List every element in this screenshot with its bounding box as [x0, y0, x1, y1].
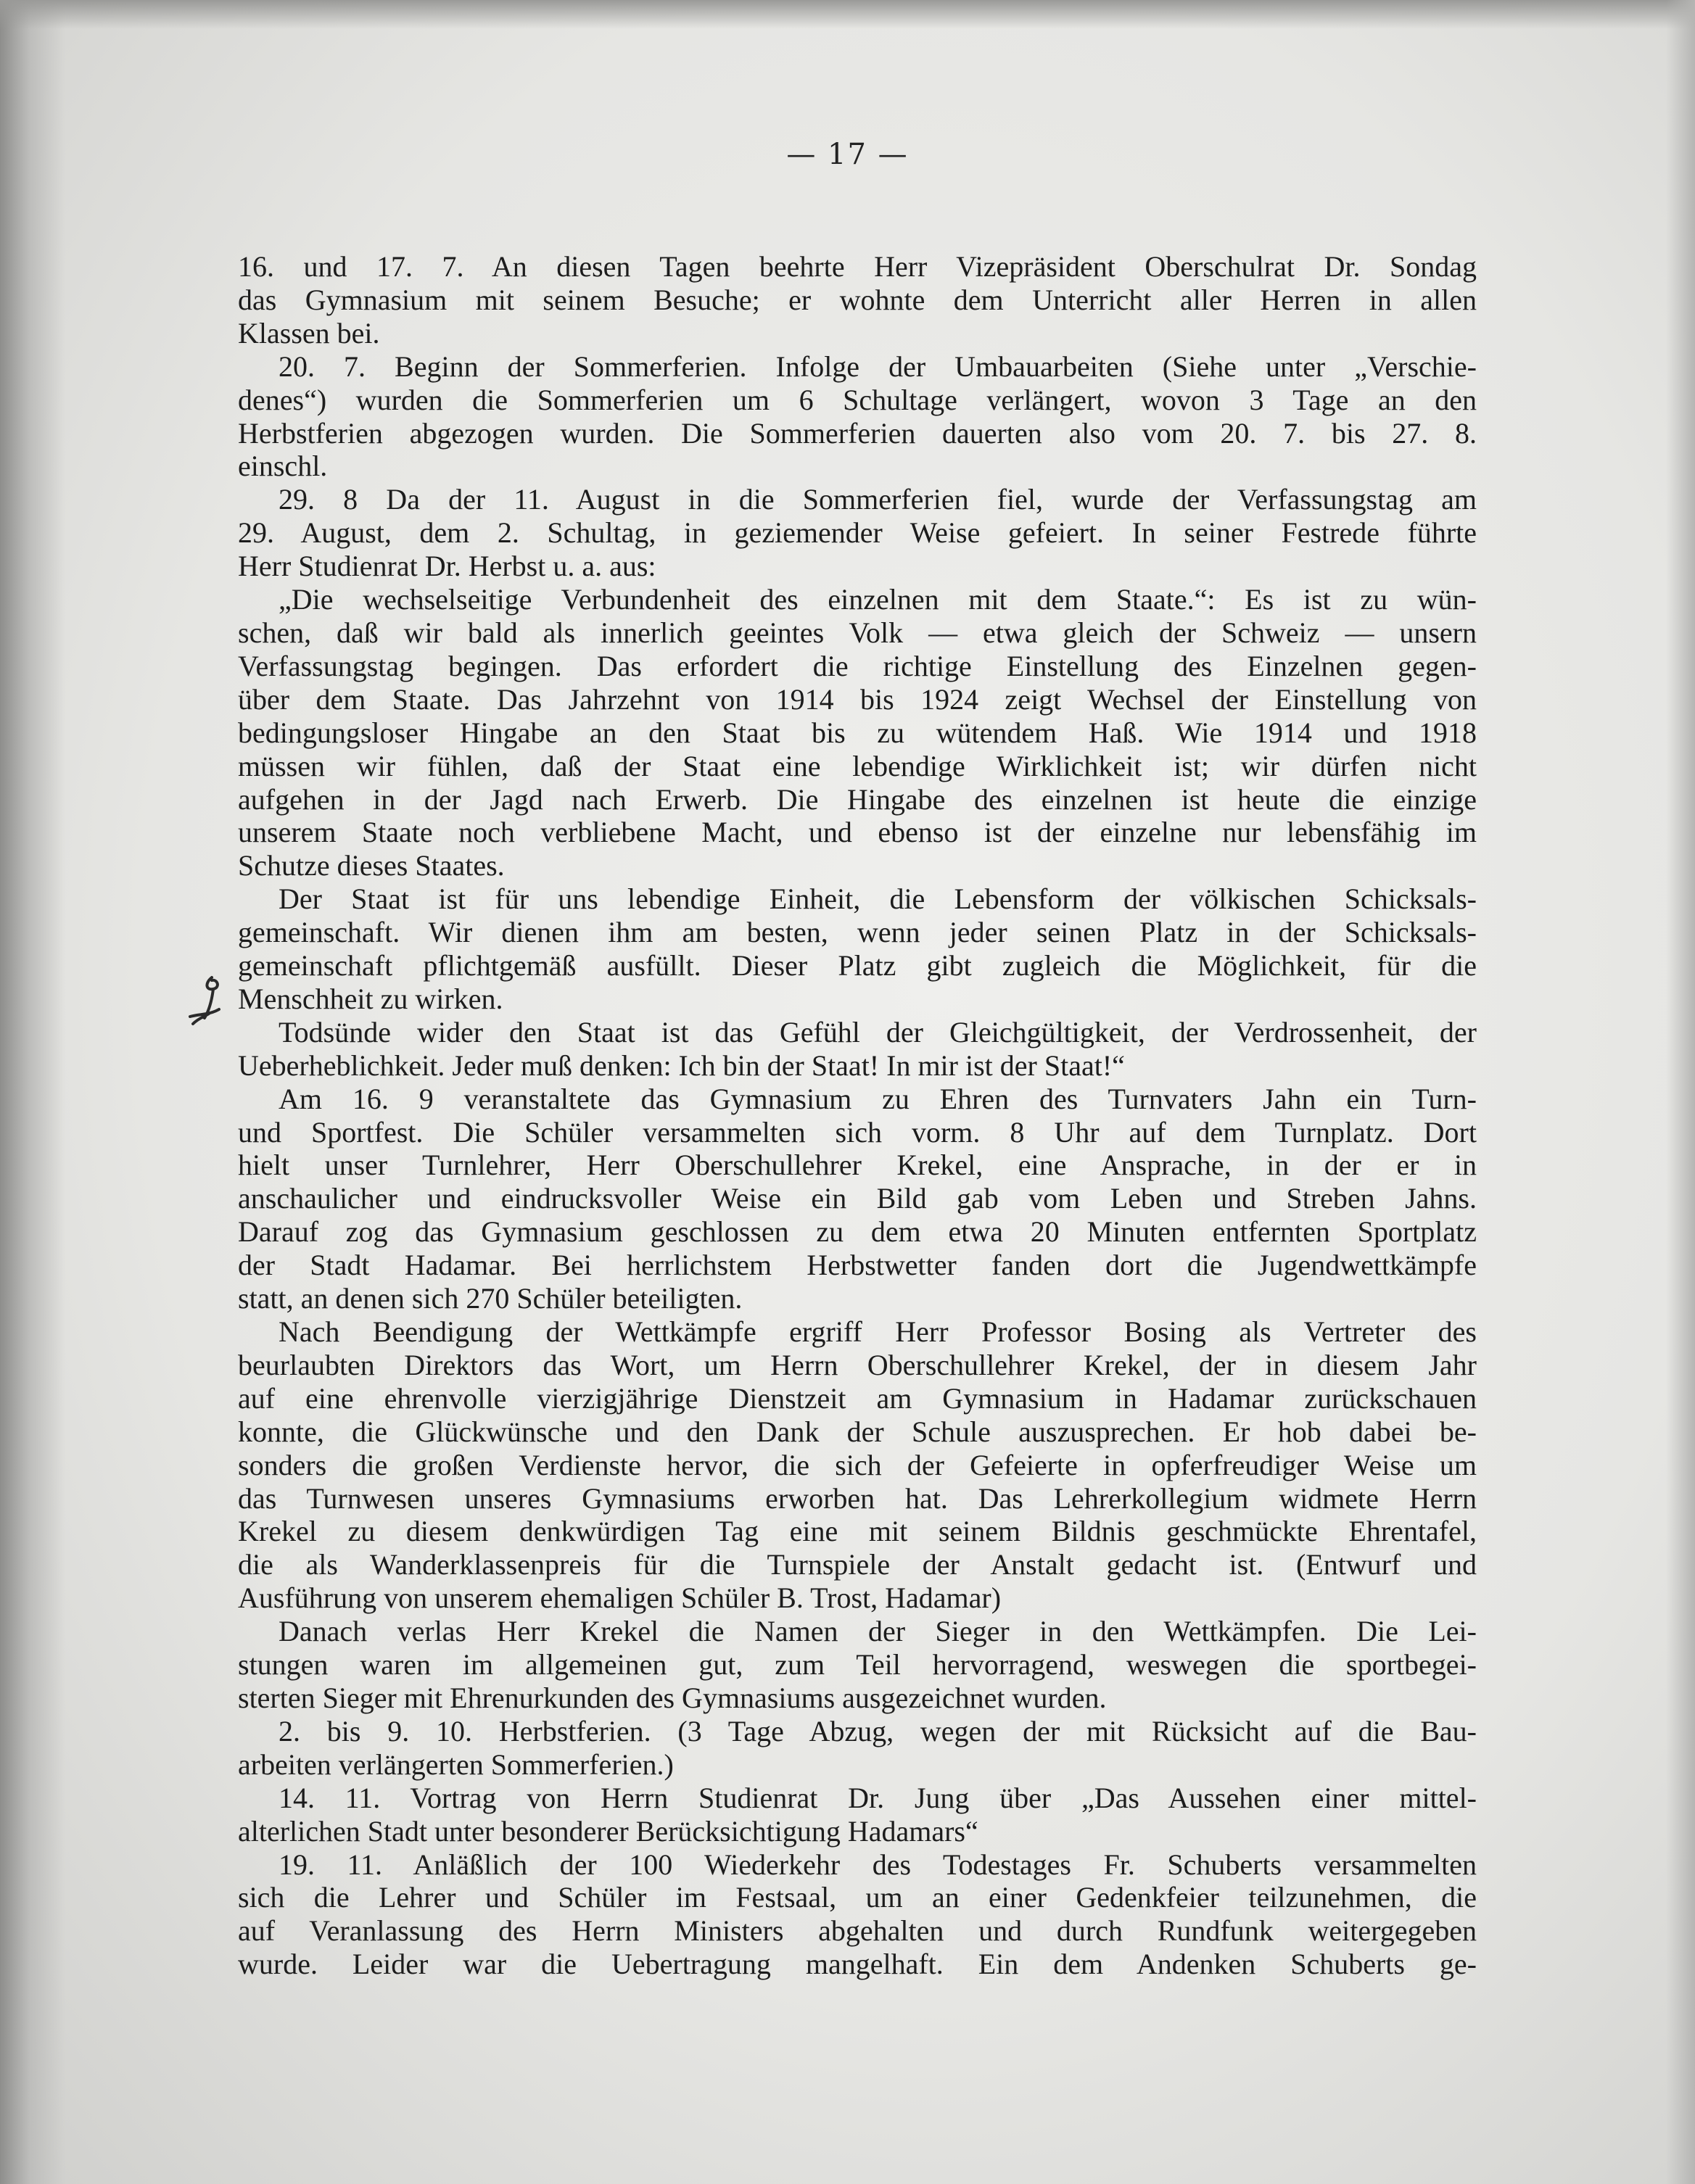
text-line: 16. und 17. 7. An diesen Tagen beehrte Herr Vizepräsident Oberschulrat Dr. Sondag — [238, 250, 1477, 283]
handwritten-correction-mark — [183, 973, 234, 1031]
text-line: 2. bis 9. 10. Herbstferien. (3 Tage Abzug, wegen der mit Rücksicht auf die Bau- — [279, 1714, 1477, 1747]
text-line: statt, an denen sich 270 Schüler beteiligten. — [238, 1282, 743, 1315]
text-line: Ueberheblichkeit. Jeder muß denken: Ich bin der Staat! In mir ist der Staat!“ — [238, 1048, 1125, 1082]
text-line: müssen wir fühlen, daß der Staat eine lebendige Wirklichkeit ist; wir dürfen nicht — [238, 749, 1477, 782]
page-number-header: — 17 — — [786, 138, 909, 171]
text-line: unserem Staate noch verbliebene Macht, und ebenso ist der einzelne nur lebensfähig im — [238, 816, 1477, 849]
text-line: Der Staat ist für uns lebendige Einheit, die Lebensform der völkischen Schicksals- — [279, 882, 1477, 916]
text-line: auf Veranlassung des Herrn Ministers abgehalten und durch Rundfunk weitergegeben — [238, 1914, 1477, 1948]
text-line: bedingungsloser Hingabe an den Staat bis zu wütendem Haß. Wie 1914 und 1918 — [238, 716, 1477, 749]
text-line: das Turnwesen unseres Gymnasiums erworben hat. Das Lehrerkollegium widmete Herrn — [238, 1481, 1477, 1515]
text-line: denes“) wurden die Sommerferien um 6 Schultage verlängert, wovon 3 Tage an den — [238, 383, 1477, 416]
text-line: Schutze dieses Staates. — [238, 849, 505, 882]
text-line: Menschheit zu wirken. — [238, 982, 503, 1015]
text-line: der Stadt Hadamar. Bei herrlichstem Herbstwetter fanden dort die Jugendwettkämpfe — [238, 1249, 1477, 1282]
text-line: Darauf zog das Gymnasium geschlossen zu dem etwa 20 Minuten entfernten Sportplatz — [238, 1215, 1477, 1249]
text-line: 29. 8 Da der 11. August in die Sommerferien fiel, wurde der Verfassungstag am — [279, 483, 1477, 516]
text-line: über dem Staate. Das Jahrzehnt von 1914 bis 1924 zeigt Wechsel der Einstellung von — [238, 682, 1477, 716]
text-line: Klassen bei. — [238, 316, 380, 349]
text-line: und Sportfest. Die Schüler versammelten sich vorm. 8 Uhr auf dem Turnplatz. Dort — [238, 1115, 1477, 1149]
left-edge-shadow — [0, 0, 65, 2184]
text-line: einschl. — [238, 450, 328, 483]
text-line: gemeinschaft. Wir dienen ihm am besten, wenn jeder seinen Platz in der Schicksals- — [238, 916, 1477, 949]
text-line: stungen waren im allgemeinen gut, zum Teil hervorragend, weswegen die sportbegei- — [238, 1648, 1477, 1682]
text-line: schen, daß wir bald als innerlich geeintes Volk — etwa gleich der Schweiz — unsern — [238, 616, 1477, 649]
text-line: konnte, die Glückwünsche und den Dank der Schule auszusprechen. Er hob dabei be- — [238, 1415, 1477, 1448]
text-line: Danach verlas Herr Krekel die Namen der Sieger in den Wettkämpfen. Die Lei- — [279, 1615, 1477, 1648]
text-line: sonders die großen Verdienste hervor, die sich der Gefeierte in opferfreudiger Weise um — [238, 1448, 1477, 1481]
text-line: die als Wanderklassenpreis für die Turnspiele der Anstalt gedacht ist. (Entwurf und — [238, 1548, 1477, 1581]
text-line: „Die wechselseitige Verbundenheit des einzelnen mit dem Staate.“: Es ist zu wün- — [279, 583, 1477, 616]
body-text — [238, 250, 1477, 1981]
text-line: sterten Sieger mit Ehrenurkunden des Gymnasiums ausgezeichnet wurden. — [238, 1681, 1107, 1714]
right-edge-shadow — [1666, 0, 1695, 2184]
text-line: Nach Beendigung der Wettkämpfe ergriff Herr Professor Bosing als Vertreter des — [279, 1315, 1477, 1348]
text-line: aufgehen in der Jagd nach Erwerb. Die Hingabe des einzelnen ist heute die einzige — [238, 782, 1477, 816]
text-line: Am 16. 9 veranstaltete das Gymnasium zu Ehren des Turnvaters Jahn ein Turn- — [279, 1082, 1477, 1115]
text-line: Ausführung von unserem ehemaligen Schüler B. Trost, Hadamar) — [238, 1581, 1002, 1615]
text-line: 29. August, dem 2. Schultag, in geziemender Weise gefeiert. In seiner Festrede führte — [238, 516, 1477, 550]
text-line: arbeiten verlängerten Sommerferien.) — [238, 1747, 674, 1781]
text-line: auf eine ehrenvolle vierzigjährige Dienstzeit am Gymnasium in Hadamar zurückschauen — [238, 1381, 1477, 1415]
top-edge-shadow — [0, 0, 1695, 29]
text-line: anschaulicher und eindrucksvoller Weise ein Bild gab vom Leben und Streben Jahns. — [238, 1182, 1477, 1215]
text-line: beurlaubten Direktors das Wort, um Herrn Oberschullehrer Krekel, der in diesem Jahr — [238, 1348, 1477, 1381]
text-line: 14. 11. Vortrag von Herrn Studienrat Dr. Jung über „Das Aussehen einer mittel- — [279, 1781, 1477, 1814]
text-line: Todsünde wider den Staat ist das Gefühl der Gleichgültigkeit, der Verdrossenheit, der — [279, 1015, 1477, 1048]
text-line: sich die Lehrer und Schüler im Festsaal, um an einer Gedenkfeier teilzunehmen, die — [238, 1881, 1477, 1914]
text-line: Krekel zu diesem denkwürdigen Tag eine mit seinem Bildnis geschmückte Ehrentafel, — [238, 1515, 1477, 1548]
text-line: das Gymnasium mit seinem Besuche; er wohnte dem Unterricht aller Herren in allen — [238, 283, 1477, 316]
text-line: Herbstferien abgezogen wurden. Die Sommerferien dauerten also vom 20. 7. bis 27. 8. — [238, 416, 1477, 450]
text-line: Herr Studienrat Dr. Herbst u. a. aus: — [238, 550, 656, 583]
text-line: Verfassungstag begingen. Das erfordert die richtige Einstellung des Einzelnen gegen- — [238, 649, 1477, 682]
text-line: hielt unser Turnlehrer, Herr Oberschullehrer Krekel, eine Ansprache, in der er in — [238, 1149, 1477, 1182]
text-line: wurde. Leider war die Uebertragung mangelhaft. Ein dem Andenken Schuberts ge- — [238, 1948, 1477, 1981]
text-line: alterlichen Stadt unter besonderer Berücksichtigung Hadamars“ — [238, 1814, 978, 1848]
text-line: 19. 11. Anläßlich der 100 Wiederkehr des Todestages Fr. Schuberts versammelten — [279, 1848, 1477, 1881]
text-line: 20. 7. Beginn der Sommerferien. Infolge der Umbauarbeiten (Siehe unter „Verschie- — [279, 349, 1477, 383]
text-line: gemeinschaft pflichtgemäß ausfüllt. Dieser Platz gibt zugleich die Möglichkeit, für die — [238, 949, 1477, 983]
